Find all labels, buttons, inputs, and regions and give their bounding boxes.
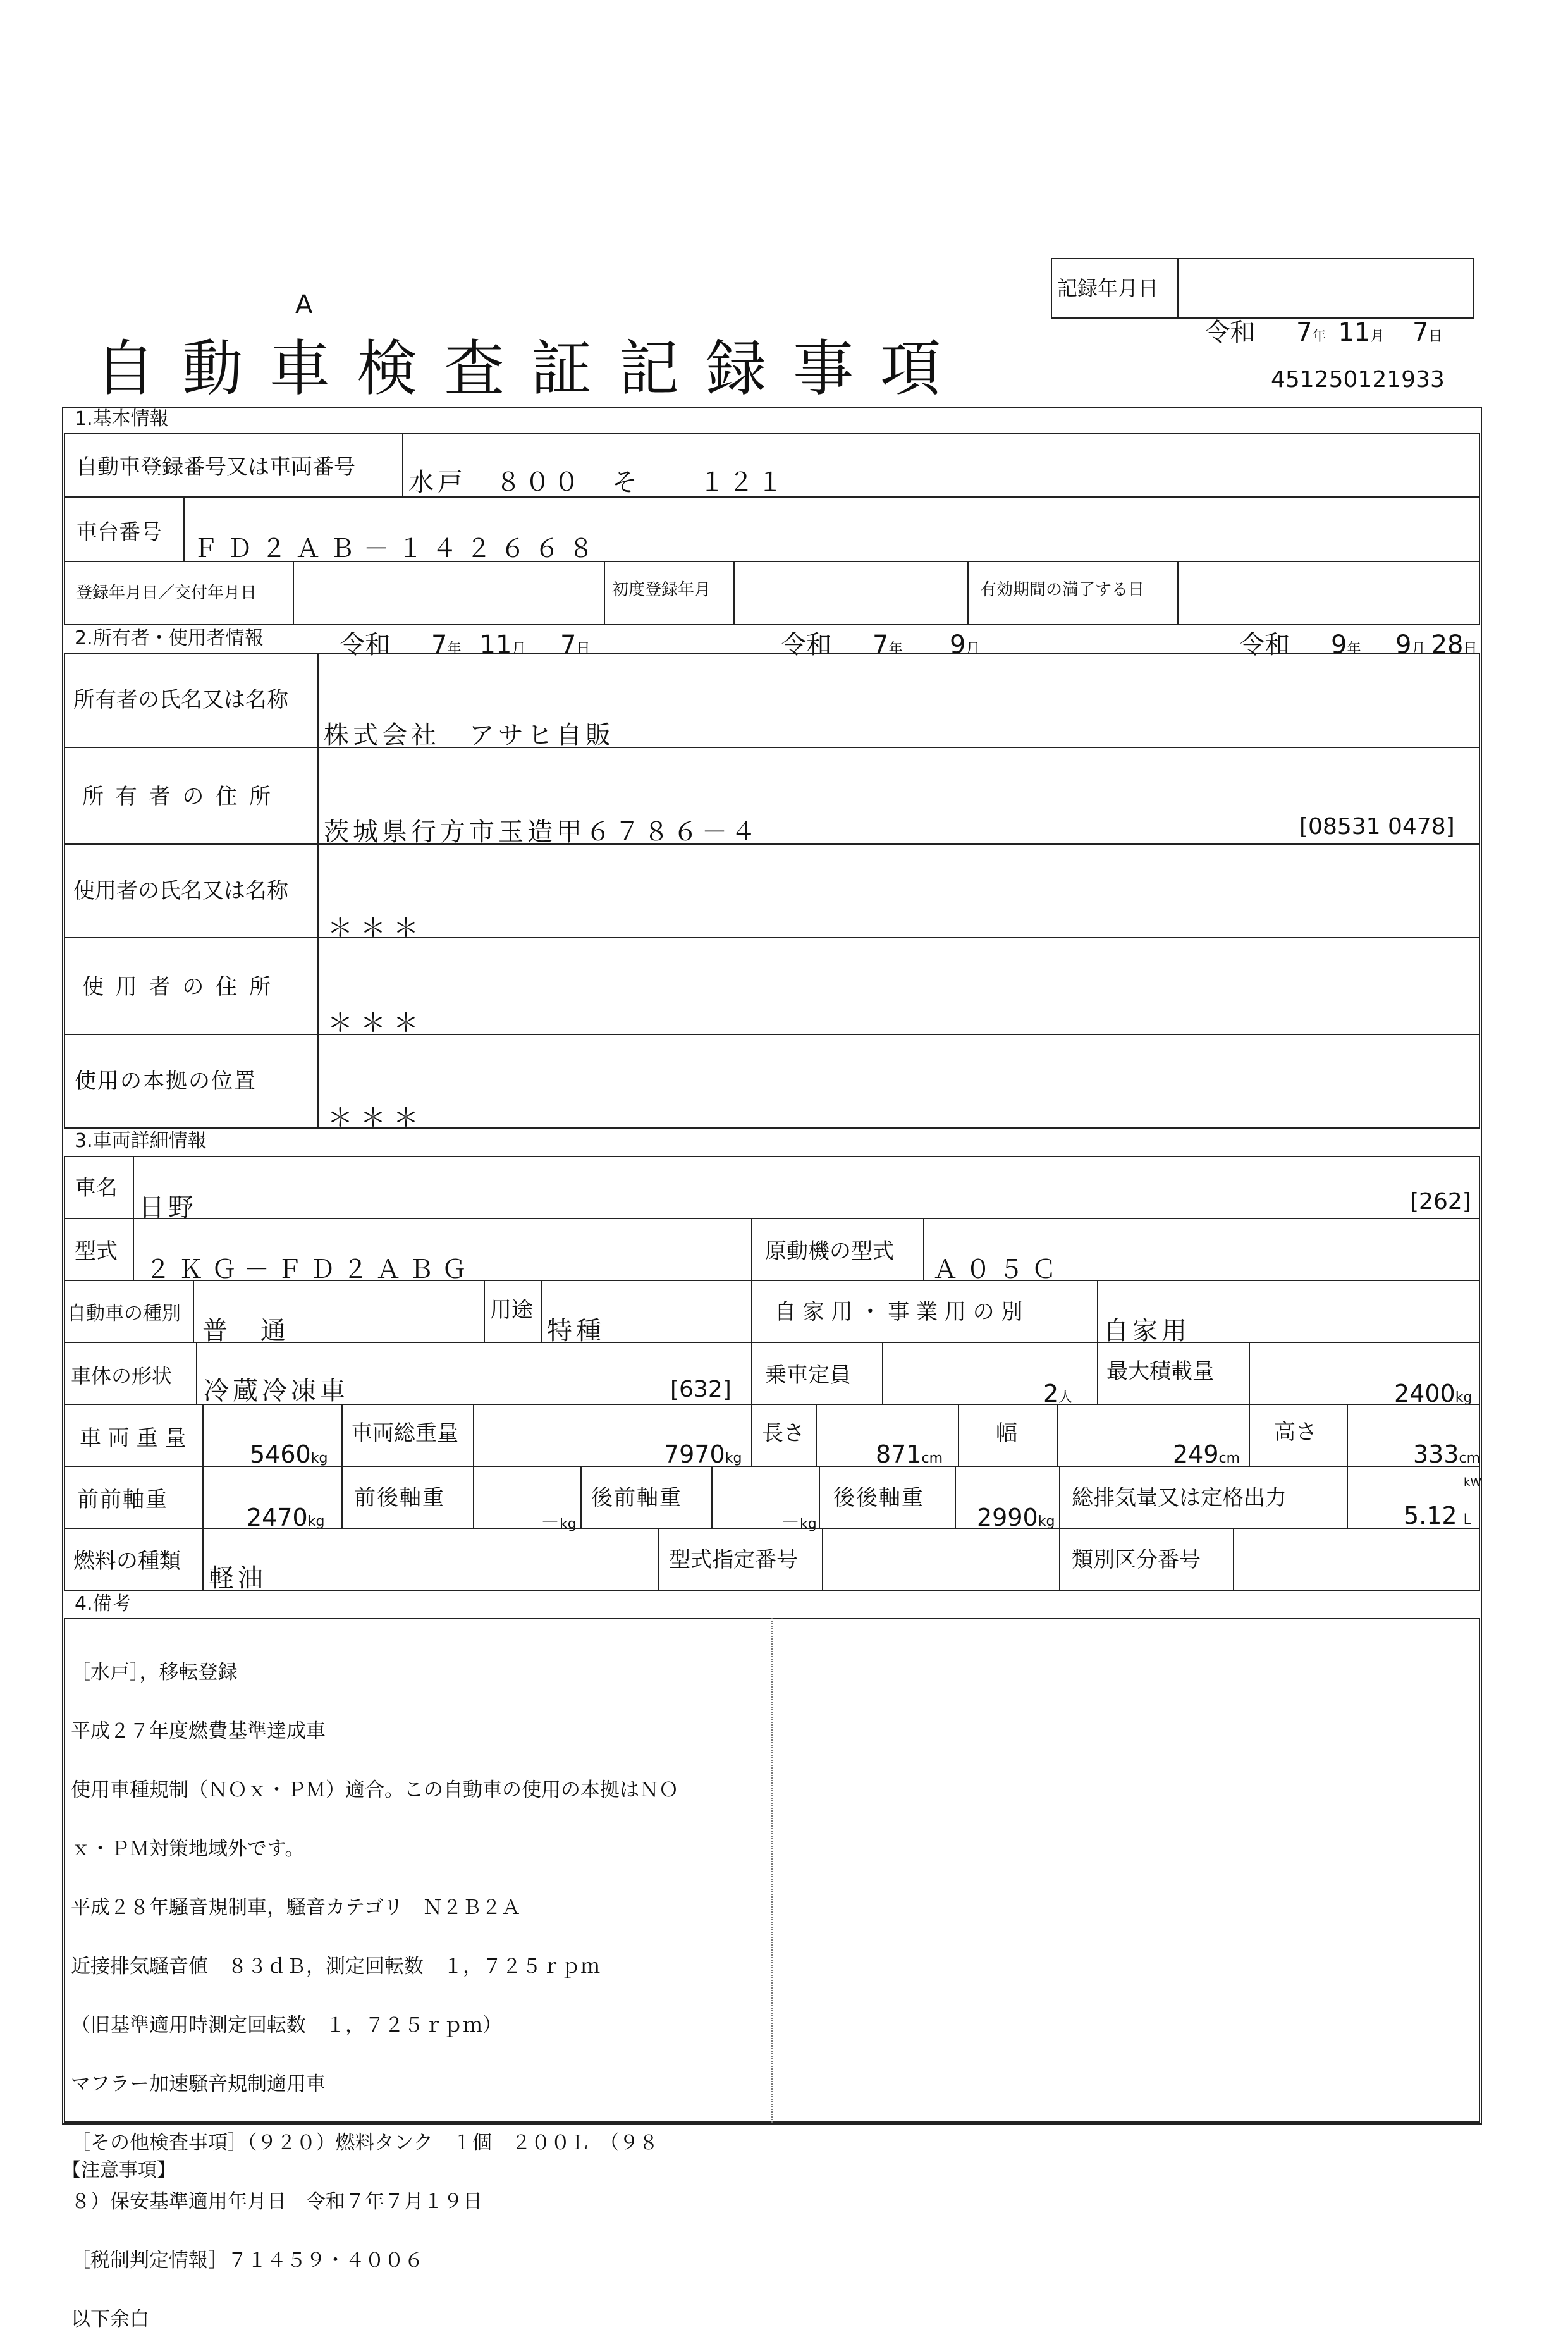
remark-line: 平成２７年度燃費基準達成車 <box>71 1720 326 1743</box>
remark-line: 近接排気騒音値 ８３ｄＢ，測定回転数 １，７２５ｒｐｍ <box>71 1955 600 1978</box>
model-value: ２ＫＧ－ＦＤ２ＡＢＧ <box>145 1255 474 1284</box>
chassis-label: 車台番号 <box>76 520 162 545</box>
use-value: 特種 <box>547 1316 605 1346</box>
remarks-list <box>71 1624 678 2349</box>
remark-line: 以下余白 <box>71 2308 149 2331</box>
owner-address-row <box>64 747 1480 845</box>
expiry-label: 有効期間の満了する日 <box>980 580 1145 599</box>
user-address-value: ＊＊＊ <box>328 1009 426 1038</box>
rf-axle-label: 後前軸重 <box>591 1485 682 1511</box>
type-designation-label: 型式指定番号 <box>669 1547 798 1573</box>
height-value: 333cm <box>1413 1440 1481 1468</box>
displacement-label: 総排気量又は定格出力 <box>1072 1485 1287 1511</box>
make-label: 車名 <box>75 1175 118 1201</box>
remark-line: （旧基準適用時測定回転数 １，７２５ｒｐｍ） <box>71 2014 502 2037</box>
length-label: 長さ <box>762 1421 805 1446</box>
body-code: [632] <box>670 1377 732 1402</box>
private-business-value: 自家用 <box>1103 1316 1191 1346</box>
gross-weight-label: 車両総重量 <box>351 1421 458 1446</box>
reg-date-value: 令和 7年 11月 7日 <box>340 630 591 659</box>
remark-line: マフラー加速騒音規制適用車 <box>71 2073 326 2095</box>
ff-axle-label: 前前軸重 <box>77 1487 168 1512</box>
length-value: 871cm <box>876 1440 943 1468</box>
height-label: 高さ <box>1274 1420 1317 1445</box>
remarks-divider <box>771 1618 773 2123</box>
section-remarks-title: 4.備考 <box>75 1593 131 1615</box>
remark-line: ｘ・ＰＭ対策地域外です。 <box>71 1837 305 1860</box>
user-address-label: 使 用 者 の 住 所 <box>82 974 274 1000</box>
width-label: 幅 <box>996 1421 1017 1446</box>
first-reg-value: 令和 7年 9月 <box>781 630 980 659</box>
remark-line: 使用車種規制（ＮＯｘ・ＰＭ）適合。この自動車の使用の本拠はＮＯ <box>71 1779 678 1801</box>
fr-axle-label: 前後軸重 <box>354 1485 445 1511</box>
fuel-label: 燃料の種類 <box>73 1549 181 1574</box>
page-title: 自動車検査証記録事項 <box>95 333 967 404</box>
user-address-row <box>64 937 1480 1038</box>
body-value: 冷蔵冷凍車 <box>204 1377 349 1406</box>
base-location-label: 使用の本拠の位置 <box>75 1069 257 1094</box>
reg-number-label: 自動車登録番号又は車両番号 <box>76 455 355 480</box>
kw-unit: kW <box>1464 1476 1482 1489</box>
section-vehicle-title: 3.車両詳細情報 <box>75 1130 207 1152</box>
weight-label: 車 両 重 量 <box>80 1426 187 1451</box>
ff-axle-value: 2470kg <box>247 1504 325 1531</box>
rr-axle-label: 後後軸重 <box>833 1485 924 1511</box>
owner-address-value: 茨城県行方市玉造甲６７８６－４ <box>324 818 760 847</box>
record-date-label: 記録年月日 <box>1057 276 1159 300</box>
remark-line: ［税制判定情報］７１４５９・４００６ <box>71 2249 424 2272</box>
engine-label: 原動機の型式 <box>765 1239 894 1264</box>
private-business-label: 自 家 用 ・ 事 業 用 の 別 <box>775 1299 1023 1325</box>
gross-weight-value: 7970kg <box>664 1440 742 1468</box>
reg-date-label: 登録年月日／交付年月日 <box>76 584 257 603</box>
capacity-label: 乗車定員 <box>765 1363 851 1388</box>
fuel-value: 軽油 <box>209 1564 267 1593</box>
owner-name-value: 株式会社 アサヒ自販 <box>324 721 615 750</box>
base-location-value: ＊＊＊ <box>328 1103 426 1132</box>
width-value: 249cm <box>1173 1440 1240 1468</box>
rf-axle-value: －kg <box>781 1511 817 1533</box>
model-label: 型式 <box>75 1239 118 1264</box>
capacity-value: 2人 <box>1043 1380 1073 1408</box>
remark-line: ［その他検査事項］（９２０）燃料タンク １個 ２００Ｌ （９８ <box>71 2131 659 2154</box>
class-label: 類別区分番号 <box>1072 1547 1201 1573</box>
remark-line: 平成２８年騒音規制車，騒音カテゴリ Ｎ２Ｂ２Ａ <box>71 1896 521 1919</box>
expiry-value: 令和 9年 9月 28日 <box>1239 630 1478 659</box>
max-load-label: 最大積載量 <box>1106 1359 1214 1384</box>
remark-line: ８）保安基準適用年月日 令和７年７月１９日 <box>71 2190 482 2213</box>
notice-label: 【注意事項】 <box>62 2159 176 2181</box>
section-basic-title: 1.基本情報 <box>75 408 169 430</box>
user-name-label: 使用者の氏名又は名称 <box>73 878 288 904</box>
owner-name-label: 所有者の氏名又は名称 <box>73 687 288 713</box>
owner-address-code: [08531 0478] <box>1299 814 1455 840</box>
make-code: [262] <box>1410 1189 1471 1215</box>
section-owner-title: 2.所有者・使用者情報 <box>75 627 264 649</box>
base-location-row <box>64 1034 1480 1132</box>
body-label: 車体の形状 <box>71 1364 173 1388</box>
displacement-value: 5.12 L <box>1404 1502 1471 1530</box>
reg-number-value: 水戸 ８００ そ １２１ <box>408 468 787 497</box>
max-load-value: 2400kg <box>1394 1380 1473 1408</box>
fr-axle-value: －kg <box>541 1511 577 1533</box>
owner-address-label: 所 有 者 の 住 所 <box>82 784 274 809</box>
rr-axle-value: 2990kg <box>977 1504 1055 1531</box>
remark-line: ［水戸］，移転登録 <box>71 1661 238 1684</box>
document-number: 451250121933 <box>1271 367 1445 393</box>
make-value: 日野 <box>139 1193 197 1222</box>
use-label: 用途 <box>490 1297 533 1323</box>
chassis-value: ＦＤ２ＡＢ－１４２６６８ <box>193 534 603 563</box>
record-date: 令和 7年 11月 7日 <box>1204 318 1443 347</box>
kind-label: 自動車の種別 <box>67 1303 181 1325</box>
weight-value: 5460kg <box>250 1440 328 1468</box>
first-reg-label: 初度登録年月 <box>612 580 711 599</box>
user-name-value: ＊＊＊ <box>328 914 426 943</box>
form-marker: A <box>295 290 313 319</box>
make-row <box>64 1156 1480 1222</box>
engine-value: Ａ０５Ｃ <box>933 1255 1064 1284</box>
kind-value: 普 通 <box>202 1316 290 1346</box>
